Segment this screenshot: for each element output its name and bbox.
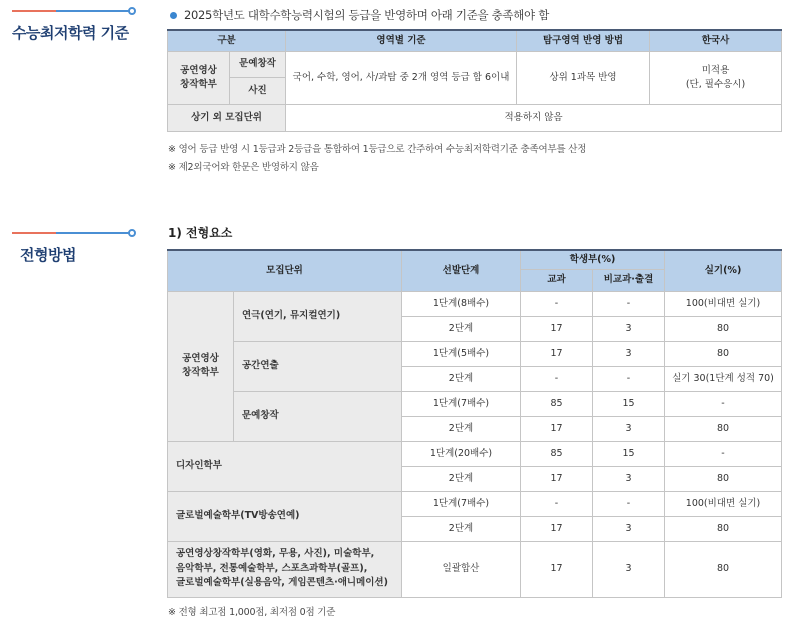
unit-cell: 글로벌예술학부(TV방송연예) — [168, 491, 402, 541]
practical-cell: - — [665, 391, 782, 416]
min-score-table — [167, 29, 782, 132]
stage-cell: 2단계 — [402, 516, 521, 541]
stage-cell: 2단계 — [402, 366, 521, 391]
nonsubject-cell: 15 — [593, 391, 665, 416]
subject-cell: 85 — [521, 441, 593, 466]
dept-cell: 공연영상 창작학부 — [168, 51, 230, 104]
nonsubject-cell: 3 — [593, 416, 665, 441]
major-cell: 공간연출 — [234, 341, 402, 391]
other-value-cell: 적용하지 않음 — [286, 104, 782, 131]
selection-table — [167, 249, 782, 598]
table-row — [168, 291, 782, 316]
subject-cell: 17 — [521, 416, 593, 441]
major-cell: 사진 — [230, 77, 286, 104]
subject-cell: 17 — [521, 541, 593, 597]
practical-cell: 100(비대면 실기) — [665, 491, 782, 516]
subject-cell: - — [521, 366, 593, 391]
bullet-dot-icon — [170, 12, 177, 19]
nonsubject-cell: 3 — [593, 316, 665, 341]
section-title: 전형방법 — [20, 246, 76, 264]
unit-cell: 공연영상창작학부(영화, 무용, 사진), 미술학부, 음악학부, 전통예술학부, 스포츠과학부(골프), 글로벌예술학부(실용음악, 게임콘텐츠·애니메이션) — [168, 541, 402, 597]
stage-cell: 1단계(20배수) — [402, 441, 521, 466]
stage-cell: 2단계 — [402, 416, 521, 441]
col-header-subject: 교과 — [521, 269, 593, 291]
practical-cell: 80 — [665, 416, 782, 441]
col-header: 탐구영역 반영 방법 — [517, 30, 650, 51]
inquiry-cell: 상위 1과목 반영 — [517, 51, 650, 104]
nonsubject-cell: 3 — [593, 541, 665, 597]
bullet-text: 2025학년도 대학수학능력시험의 등급을 반영하며 아래 기준을 충족해야 함 — [184, 8, 550, 22]
stage-cell: 2단계 — [402, 466, 521, 491]
col-header: 한국사 — [650, 30, 782, 51]
col-header-unit: 모집단위 — [168, 250, 402, 291]
section-title: 수능최저학력 기준 — [12, 24, 129, 42]
history-cell: 미적용 (단, 필수응시) — [650, 51, 782, 104]
practical-cell: 80 — [665, 466, 782, 491]
subject-cell: 17 — [521, 516, 593, 541]
practical-cell: 100(비대면 실기) — [665, 291, 782, 316]
practical-cell: 80 — [665, 341, 782, 366]
col-header-practical: 실기(%) — [665, 250, 782, 291]
stage-cell: 1단계(7배수) — [402, 391, 521, 416]
major-cell: 문예창작 — [230, 51, 286, 77]
subject-cell: - — [521, 291, 593, 316]
note-text: ※ 제2외국어와 한문은 반영하지 않음 — [168, 162, 319, 173]
other-label-cell: 상기 외 모집단위 — [168, 104, 286, 131]
practical-cell: 실기 30(1단계 성적 70) — [665, 366, 782, 391]
col-header: 영역별 기준 — [286, 30, 517, 51]
stage-cell: 1단계(8배수) — [402, 291, 521, 316]
subject-cell: 17 — [521, 466, 593, 491]
stage-cell: 2단계 — [402, 316, 521, 341]
nonsubject-cell: 3 — [593, 466, 665, 491]
subject-cell: - — [521, 491, 593, 516]
nonsubject-cell: 15 — [593, 441, 665, 466]
section-heading-min-score — [12, 8, 136, 43]
stage-cell: 1단계(7배수) — [402, 491, 521, 516]
table-row — [168, 491, 782, 516]
subsection-title: 1) 전형요소 — [168, 226, 233, 240]
nonsubject-cell: - — [593, 291, 665, 316]
stage-cell: 1단계(5배수) — [402, 341, 521, 366]
major-cell: 문예창작 — [234, 391, 402, 441]
section-divider — [12, 230, 136, 236]
criteria-bullet — [170, 7, 549, 23]
practical-cell: 80 — [665, 316, 782, 341]
subject-cell: 17 — [521, 316, 593, 341]
subject-cell: 85 — [521, 391, 593, 416]
practical-cell: 80 — [665, 541, 782, 597]
col-header-record: 학생부(%) — [521, 250, 665, 269]
note-text: ※ 전형 최고점 1,000점, 최저점 0점 기준 — [168, 607, 336, 618]
section-divider — [12, 8, 136, 14]
subject-cell: 17 — [521, 341, 593, 366]
unit-cell: 디자인학부 — [168, 441, 402, 491]
dept-cell: 공연영상 창작학부 — [168, 291, 234, 441]
stage-cell: 일괄합산 — [402, 541, 521, 597]
major-cell: 연극(연기, 뮤지컬연기) — [234, 291, 402, 341]
criteria-cell: 국어, 수학, 영어, 사/과탐 중 2개 영역 등급 합 6이내 — [286, 51, 517, 104]
practical-cell: - — [665, 441, 782, 466]
col-header-stage: 선발단계 — [402, 250, 521, 291]
note-text: ※ 영어 등급 반영 시 1등급과 2등급을 통합하여 1등급으로 간주하여 수능최저학력기준 충족여부를 산정 — [168, 144, 587, 155]
table-row — [168, 341, 782, 366]
col-header-nonsubject: 비교과·출결 — [593, 269, 665, 291]
table-row — [168, 441, 782, 466]
nonsubject-cell: - — [593, 366, 665, 391]
nonsubject-cell: 3 — [593, 341, 665, 366]
nonsubject-cell: - — [593, 491, 665, 516]
table-row — [168, 541, 782, 597]
section-heading-method — [12, 230, 136, 265]
practical-cell: 80 — [665, 516, 782, 541]
nonsubject-cell: 3 — [593, 516, 665, 541]
col-header: 구분 — [168, 30, 286, 51]
table-row — [168, 391, 782, 416]
